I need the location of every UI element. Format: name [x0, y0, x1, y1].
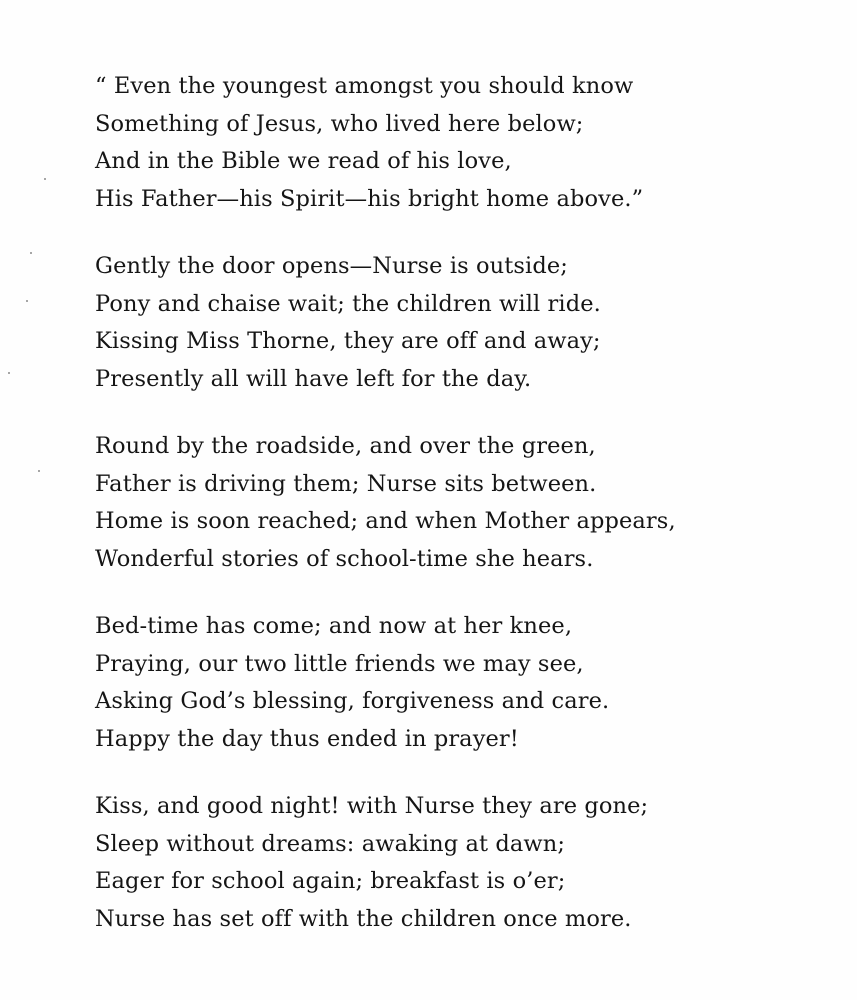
poem-line: And in the Bible we read of his love, [95, 148, 512, 174]
poem-line: Eager for school again; breakfast is o’er; [95, 868, 566, 894]
poem-line: Father is driving them; Nurse sits between. [95, 470, 597, 497]
poem-line: Gently the door opens—Nurse is outside; [95, 253, 568, 279]
poem-line: Kiss, and good night! with Nurse they are gone; [95, 793, 649, 819]
poem-line: Round by the roadside, and over the green, [95, 433, 596, 459]
poem-line: Praying, our two little friends we may see, [95, 650, 584, 677]
poem-line: Pony and chaise wait; the children will ride. [95, 290, 601, 317]
stanza-4 [95, 608, 835, 758]
scan-speck [8, 372, 10, 374]
scan-speck [38, 470, 40, 472]
poem-line: Nurse has set off with the children once more. [95, 905, 632, 932]
poem-line: His Father—his Spirit—his bright home above.” [95, 185, 644, 212]
poem-line: Wonderful stories of school-time she hears. [95, 545, 594, 572]
scan-speck [44, 178, 46, 180]
poem-line: Kissing Miss Thorne, they are off and away; [95, 328, 601, 354]
poem-body [95, 68, 835, 968]
poem-line: Presently all will have left for the day. [95, 365, 532, 392]
poem-line: Happy the day thus ended in prayer! [95, 725, 519, 752]
stanza-5 [95, 788, 835, 938]
poem-line: Home is soon reached; and when Mother appears, [95, 508, 676, 534]
stanza-2 [95, 248, 835, 398]
poem-line: Something of Jesus, who lived here below; [95, 110, 584, 137]
stanza-3 [95, 428, 835, 578]
poem-line: Bed-time has come; and now at her knee, [95, 613, 573, 639]
scan-speck [26, 300, 28, 302]
stanza-1 [95, 68, 835, 218]
scan-speck [30, 252, 32, 254]
poem-line: “ Even the youngest amongst you should know [95, 73, 634, 99]
poem-line: Asking God’s blessing, forgiveness and care. [95, 688, 610, 714]
poem-line: Sleep without dreams: awaking at dawn; [95, 830, 566, 857]
